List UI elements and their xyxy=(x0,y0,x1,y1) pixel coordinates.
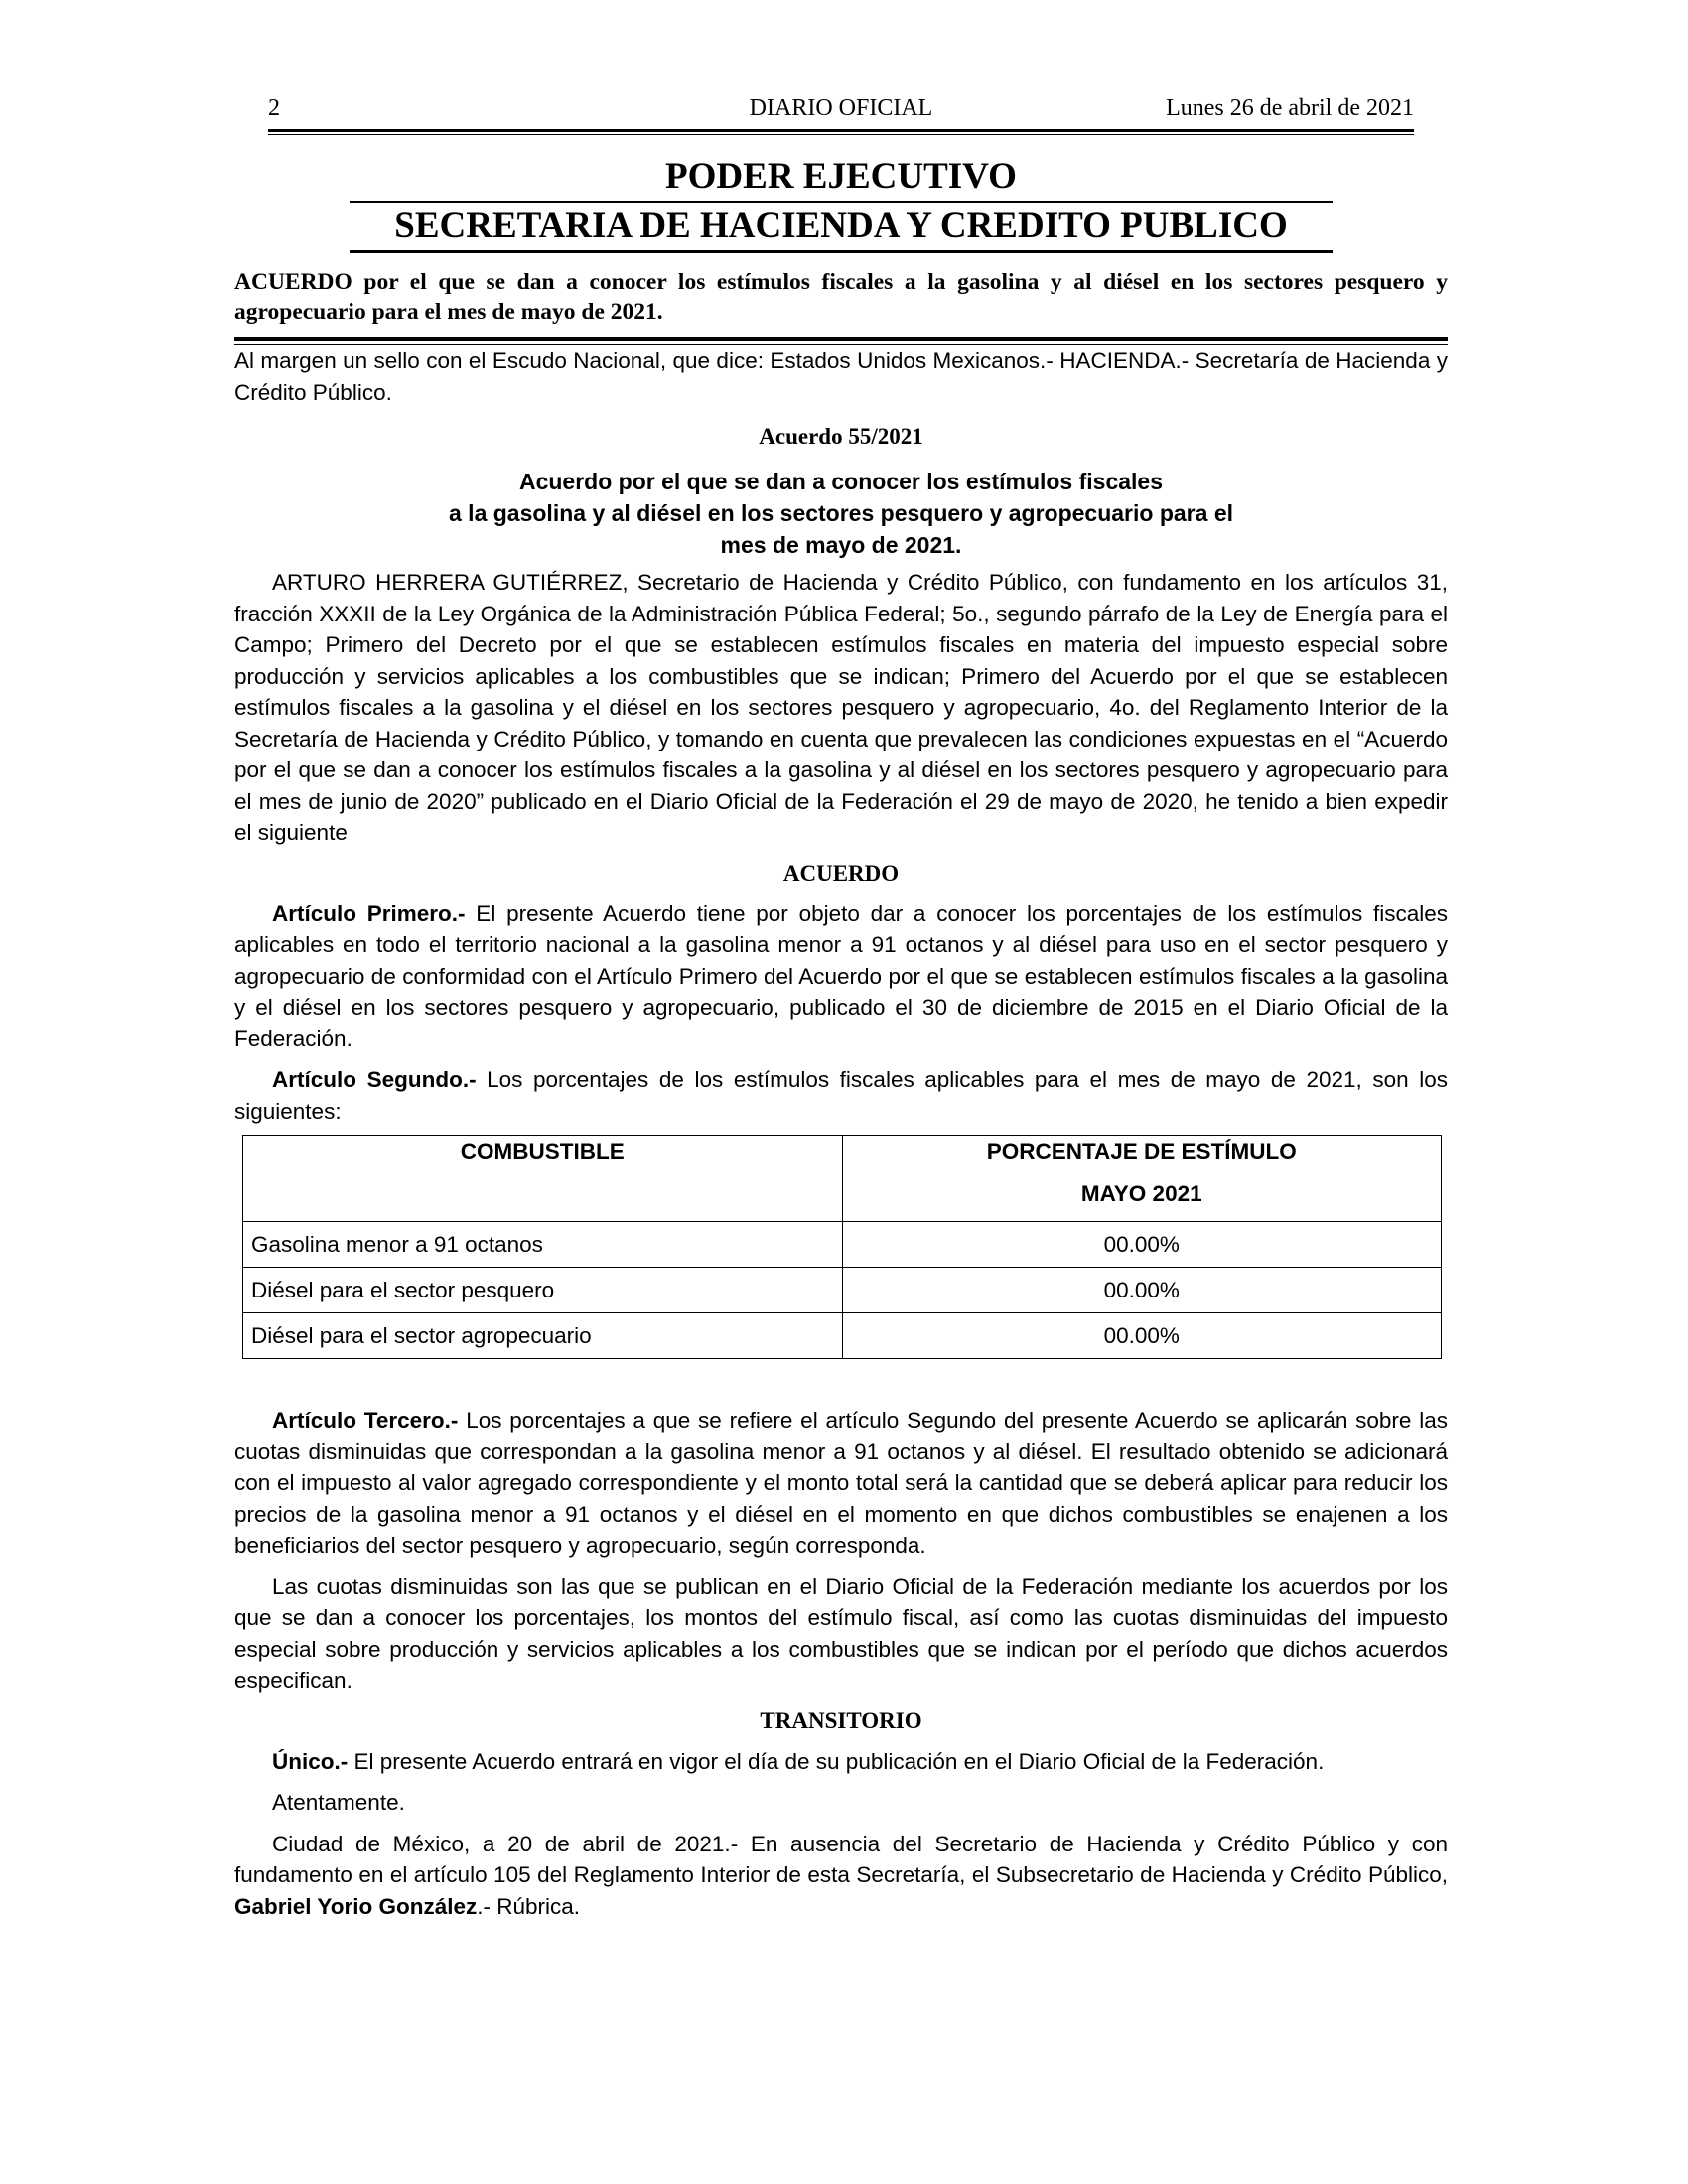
header-rule xyxy=(268,134,1414,135)
branch-rule xyxy=(350,201,1333,203)
articulo-segundo xyxy=(234,1064,1448,1127)
table-row xyxy=(243,1313,1442,1359)
unico-label: Único.- xyxy=(272,1748,349,1774)
publication-date: Lunes 26 de abril de 2021 xyxy=(1166,95,1414,121)
signer-name: Gabriel Yorio González xyxy=(234,1893,478,1919)
acuerdo-heading-lead: ACUERDO xyxy=(234,269,352,295)
acuerdo-number: Acuerdo 55/2021 xyxy=(759,424,923,449)
acuerdo-heading xyxy=(234,267,1448,327)
subtitle-line-2: a la gasolina y al diésel en los sectores pesquero y agropecuario para el xyxy=(449,500,1233,526)
subtitle-line-1: Acuerdo por el que se dan a conocer los estímulos fiscales xyxy=(518,469,1164,494)
acuerdo-heading-rest: por el que se dan a conocer los estímulos fiscales a la gasolina y al diésel en los sectores pesquero y agropecuario para el mes de mayo de 2021. xyxy=(234,269,1448,325)
table-cell-porcentaje: 00.00% xyxy=(842,1222,1442,1268)
articulo-tercero-label: Artículo Tercero.- xyxy=(272,1408,459,1433)
table-header-combustible: COMBUSTIBLE xyxy=(243,1136,843,1222)
subtitle-line-3: mes de mayo de 2021. xyxy=(720,532,962,558)
articulo-primero-label: Artículo Primero.- xyxy=(272,900,466,926)
atentamente: Atentamente. xyxy=(272,1790,405,1815)
section-thick-rule xyxy=(234,337,1448,341)
page-number: 2 xyxy=(268,95,280,121)
secretaria-title: SECRETARIA DE HACIENDA Y CREDITO PUBLICO xyxy=(394,205,1288,246)
articulo-primero xyxy=(234,898,1448,1055)
cuotas-paragraph: Las cuotas disminuidas son las que se publican en el Diario Oficial de la Federación mediante los acuerdos por los que se dan a conocer los porcentajes, los montos del estímulo fiscal, así como las cuotas disminuidas del impuesto especial sobre producción y servicios aplicables a los combustibles que se indican por el período que dichos acuerdos especifican. xyxy=(234,1573,1448,1693)
transitorio-heading: TRANSITORIO xyxy=(760,1707,922,1733)
acuerdo-section-heading: ACUERDO xyxy=(782,860,900,886)
stimulus-table xyxy=(242,1135,1442,1359)
table-cell-combustible: Diésel para el sector pesquero xyxy=(243,1268,843,1313)
margin-note: Al margen un sello con el Escudo Nacional, que dice: Estados Unidos Mexicanos.- HACIENDA.- Secretaría de Hacienda y Crédito Público. xyxy=(234,348,1448,405)
unico-text: El presente Acuerdo entrará en vigor el día de su publicación en el Diario Oficial de la Federación. xyxy=(348,1748,1325,1774)
articulo-segundo-text: Los porcentajes de los estímulos fiscales aplicables para el mes de mayo de 2021, son los siguientes: xyxy=(234,1067,1448,1124)
articulo-tercero xyxy=(234,1405,1448,1562)
branch-title: PODER EJECUTIVO xyxy=(665,156,1017,197)
table-row xyxy=(243,1268,1442,1313)
closing-paragraph xyxy=(234,1829,1448,1923)
table-cell-porcentaje: 00.00% xyxy=(842,1313,1442,1359)
articulo-segundo-label: Artículo Segundo.- xyxy=(272,1067,477,1092)
table-cell-combustible: Diésel para el sector agropecuario xyxy=(243,1313,843,1359)
table-header-row xyxy=(243,1136,1442,1222)
closing-suffix: .- Rúbrica. xyxy=(477,1893,581,1919)
acuerdo-subtitle xyxy=(234,466,1448,561)
table-row xyxy=(243,1222,1442,1268)
table-cell-combustible: Gasolina menor a 91 octanos xyxy=(243,1222,843,1268)
running-header xyxy=(268,95,1414,132)
closing-text: Ciudad de México, a 20 de abril de 2021.- En ausencia del Secretario de Hacienda y Crédito Público y con fundamento en el artículo 105 del Reglamento Interior de esta Secretaría, el Subsecretario de Hacienda y Crédito Público, xyxy=(234,1831,1448,1887)
table-cell-porcentaje: 00.00% xyxy=(842,1268,1442,1313)
articulo-tercero-text: Los porcentajes a que se refiere el artículo Segundo del presente Acuerdo se aplicarán sobre las cuotas disminuidas que correspondan a la gasolina menor a 91 octanos y al diésel. El resultado obtenido se adicionará con el impuesto al valor agregado correspondiente y el monto total será la cantidad que se deberá aplicar para reducir los precios de la gasolina menor a 91 octanos y el diésel en el momento en que dichos combustibles se enajenen a los beneficiarios del sector pesquero y agropecuario, según corresponda. xyxy=(234,1408,1448,1558)
secretaria-rule xyxy=(350,250,1333,253)
unico-paragraph xyxy=(234,1746,1448,1778)
document-page xyxy=(234,95,1448,1922)
articulo-primero-text: El presente Acuerdo tiene por objeto dar a conocer los porcentajes de los estímulos fiscales aplicables en todo el territorio nacional a la gasolina menor a 91 octanos y al diésel para uso en el sector pesquero y agropecuario de conformidad con el Artículo Primero del Acuerdo por el que se establecen estímulos fiscales a la gasolina y el diésel en los sectores pesquero y agropecuario, publicado el 30 de diciembre de 2015 en el Diario Oficial de la Federación. xyxy=(234,900,1448,1051)
publication-name: DIARIO OFICIAL xyxy=(749,95,933,121)
preamble-paragraph: ARTURO HERRERA GUTIÉRREZ, Secretario de Hacienda y Crédito Público, con fundamento en los artículos 31, fracción XXXII de la Ley Orgánica de la Administración Pública Federal; 5o., segundo párrafo de la Ley de Energía para el Campo; Primero del Decreto por el que se establecen estímulos fiscales en materia del impuesto especial sobre producción y servicios aplicables a los combustibles que se indican; Primero del Acuerdo por el que se establecen estímulos fiscales a la gasolina y el diésel en los sectores pesquero y agropecuario, 4o. del Reglamento Interior de la Secretaría de Hacienda y Crédito Público, y tomando en cuenta que prevalecen las condiciones expuestas en el “Acuerdo por el que se dan a conocer los estímulos fiscales a la gasolina y al diésel en los sectores pesquero y agropecuario para el mes de junio de 2020” publicado en el Diario Oficial de la Federación el 29 de mayo de 2020, he tenido a bien expedir el siguiente xyxy=(234,570,1448,845)
table-header-porcentaje: PORCENTAJE DE ESTÍMULO MAYO 2021 xyxy=(842,1136,1442,1222)
